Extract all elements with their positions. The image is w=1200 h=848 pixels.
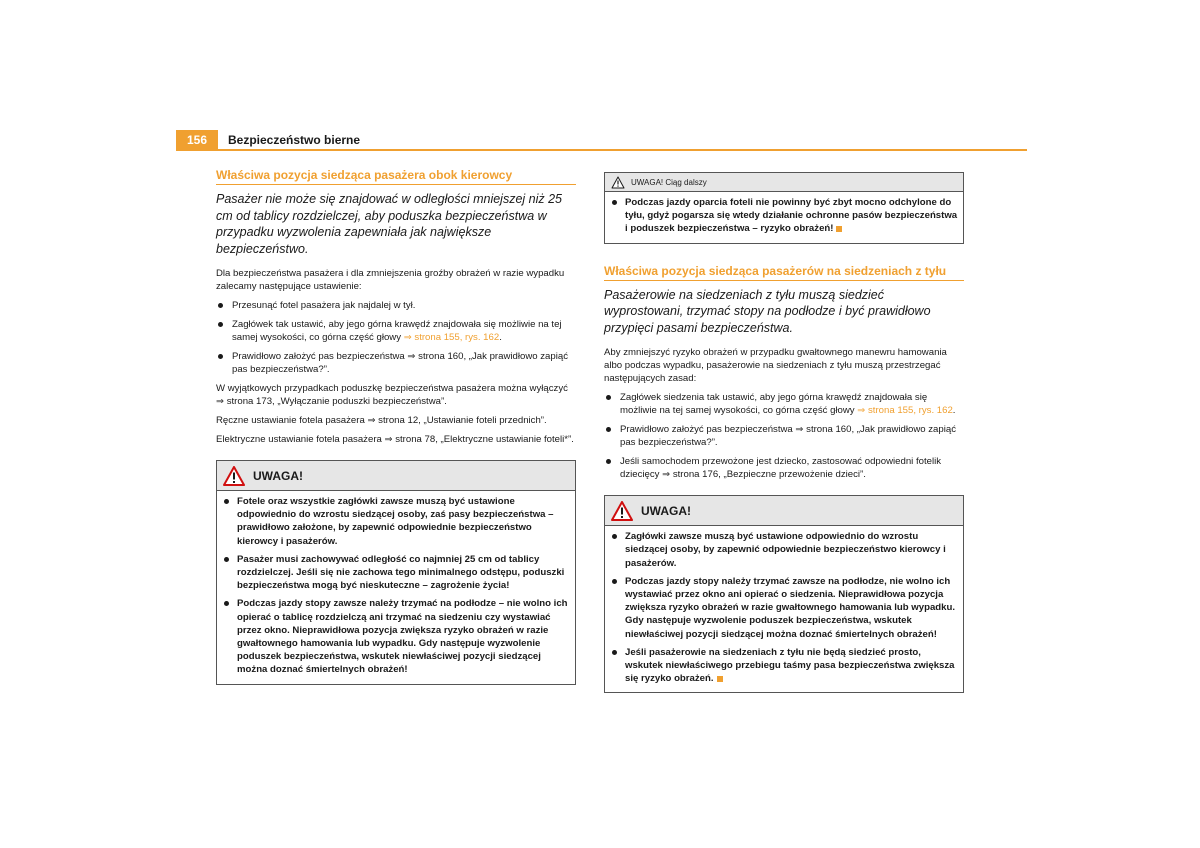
- paragraph: W wyjątkowych przypadkach poduszkę bezpieczeństwa pasażera można wyłączyć ⇒ strona 173, „Wyłączanie poduszki bezpieczeństwa”.: [216, 383, 568, 407]
- warning-body: [605, 526, 963, 692]
- warning-title: UWAGA!: [253, 468, 303, 483]
- bullet-item: Prawidłowo założyć pas bezpieczeństwa ⇒ strona 160, „Jak prawidłowo zapiąć pas bezpieczeństwa?”.: [604, 423, 964, 449]
- warning-continued-box: [604, 172, 964, 244]
- bullet-text-end: .: [499, 332, 502, 343]
- page-number: 156: [176, 130, 218, 150]
- warning-continued-body: [605, 192, 963, 243]
- warning-box: [216, 460, 576, 685]
- warning-triangle-icon: [611, 176, 625, 189]
- warning-triangle-icon: [223, 466, 245, 486]
- warning-triangle-icon: [611, 501, 633, 521]
- paragraph: Dla bezpieczeństwa pasażera i dla zmniejszenia groźby obrażeń w razie wypadku zalecamy następujące ustawienie:: [216, 268, 565, 292]
- warning-item: Pasażer musi zachowywać odległość co najmniej 25 cm od tablicy rozdzielczej. Jeśli się nie zachowa tego minimalnego odstępu, poduszki bezpieczeństwa mogą być nieskuteczne – zagrożenie życia!: [221, 553, 571, 593]
- paragraph: Ręczne ustawianie fotela pasażera ⇒ strona 12, „Ustawianie foteli przednich”.: [216, 415, 547, 426]
- warning-body: [217, 491, 575, 684]
- section-intro: Pasażer nie może się znajdować w odległości mniejszej niż 25 cm od tablicy rozdzielczej, aby poduszka bezpieczeństwa w przypadku wyzwolenia zapewniała jak największe bezpieczeństwo.: [216, 192, 563, 256]
- paragraph: Elektryczne ustawianie fotela pasażera ⇒ strona 78, „Elektryczne ustawianie foteli*”.: [216, 434, 574, 445]
- bullet-item: Przesunąć fotel pasażera jak najdalej w tył.: [216, 299, 576, 312]
- warning-item: Fotele oraz wszystkie zagłówki zawsze muszą być ustawione odpowiednio do wzrostu siedzącej osoby, zaś pasy bezpieczeństwa – prawidłowo założone, by zapewnić odpowiednie bezpieczeństwo kierowcy i pasażerów.: [221, 495, 571, 548]
- right-column: [604, 172, 964, 693]
- warning-header: [217, 461, 575, 491]
- bullet-item: [216, 318, 576, 344]
- cross-reference-link[interactable]: ⇒ strona 155, rys. 162: [403, 332, 500, 343]
- end-marker-icon: [836, 226, 842, 232]
- warning-title: UWAGA!: [641, 503, 691, 518]
- bullet-item: Jeśli samochodem przewożone jest dziecko, zastosować odpowiedni fotelik dziecięcy ⇒ strona 176, „Bezpieczne przewożenie dzieci”.: [604, 455, 964, 481]
- paragraph: Aby zmniejszyć ryzyko obrażeń w przypadku gwałtownego manewru hamowania albo podczas wypadku, pasażerowie na siedzeniach z tyłu muszą przestrzegać następujących zasad:: [604, 347, 947, 385]
- section-title-rear-passengers: Właściwa pozycja siedząca pasażerów na siedzeniach z tyłu: [604, 264, 964, 281]
- section-intro: Pasażerowie na siedzeniach z tyłu muszą siedzieć wyprostowani, trzymać stopy na podłodze i być prawidłowo przypięci pasami bezpieczeństwa.: [604, 287, 931, 335]
- page-header-title: Bezpieczeństwo bierne: [228, 133, 361, 147]
- warning-item: Podczas jazdy oparcia foteli nie powinny być zbyt mocno odchylone do tyłu, gdyż pogarsza się wtedy działanie ochronne pasów bezpieczeństwa i poduszek bezpieczeństwa – ryzyko obrażeń!: [609, 196, 959, 236]
- warning-continued-header: [605, 173, 963, 192]
- end-marker-icon: [717, 676, 723, 682]
- warning-item: Zagłówki zawsze muszą być ustawione odpowiednio do wzrostu siedzącej osoby, by zapewnić odpowiednie bezpieczeństwo kierowcy i pasażerów.: [609, 530, 959, 570]
- bullet-text-end: .: [952, 405, 956, 417]
- bullet-item: Prawidłowo założyć pas bezpieczeństwa ⇒ strona 160, „Jak prawidłowo zapiąć pas bezpieczeństwa?”.: [216, 350, 576, 376]
- warning-box: [604, 495, 964, 693]
- warning-header: [605, 496, 963, 526]
- cross-reference-link[interactable]: ⇒ strona 155, rys. 162: [857, 405, 953, 417]
- warning-continued-title: UWAGA! Ciąg dalszy: [631, 177, 707, 187]
- warning-item: Podczas jazdy stopy należy trzymać zawsze na podłodze, nie wolno ich wystawiać przez okno ani opierać o siedzenia. Nieprawidłowa pozycja zwiększa ryzyko obrażeń w razie gwałtownego hamowania lub wypadku. Gdy następuje wyzwolenie poduszek bezpieczeństwa, wskutek niewłaściwej pozycji siedzącej można doznać śmiertelnych obrażeń!: [609, 575, 959, 641]
- bullet-text: Zagłówek siedzenia tak ustawić, aby jego górna krawędź znajdowała się możliwie na tej samej wysokości, co górna część głowy: [620, 392, 928, 417]
- section-title-front-passenger: Właściwa pozycja siedząca pasażera obok kierowcy: [216, 168, 576, 185]
- warning-item: Jeśli pasażerowie na siedzeniach z tyłu nie będą siedzieć prosto, wskutek niewłaściwego przebiegu taśmy pasa bezpieczeństwa zwiększa się ryzyko obrażeń.: [609, 646, 959, 686]
- bullet-item: [604, 391, 964, 417]
- warning-item: Podczas jazdy stopy zawsze należy trzymać na podłodze – nie wolno ich opierać o tablicę rozdzielczą ani trzymać na siedzeniu czy wystawiać przez okno. Nieprawidłowa pozycja zwiększa ryzyko obrażeń w razie gwałtownego hamowania lub wypadku. Gdy następuje wyzwolenie poduszek bezpieczeństwa, wskutek niewłaściwej pozycji siedzącej można doznać śmiertelnych obrażeń!: [221, 597, 571, 676]
- left-column: [216, 168, 576, 685]
- header-rule: [176, 149, 1027, 151]
- bullet-text: Zagłówek tak ustawić, aby jego górna krawędź znajdowała się możliwie na tej samej wysokości, co górna część głowy: [232, 319, 562, 343]
